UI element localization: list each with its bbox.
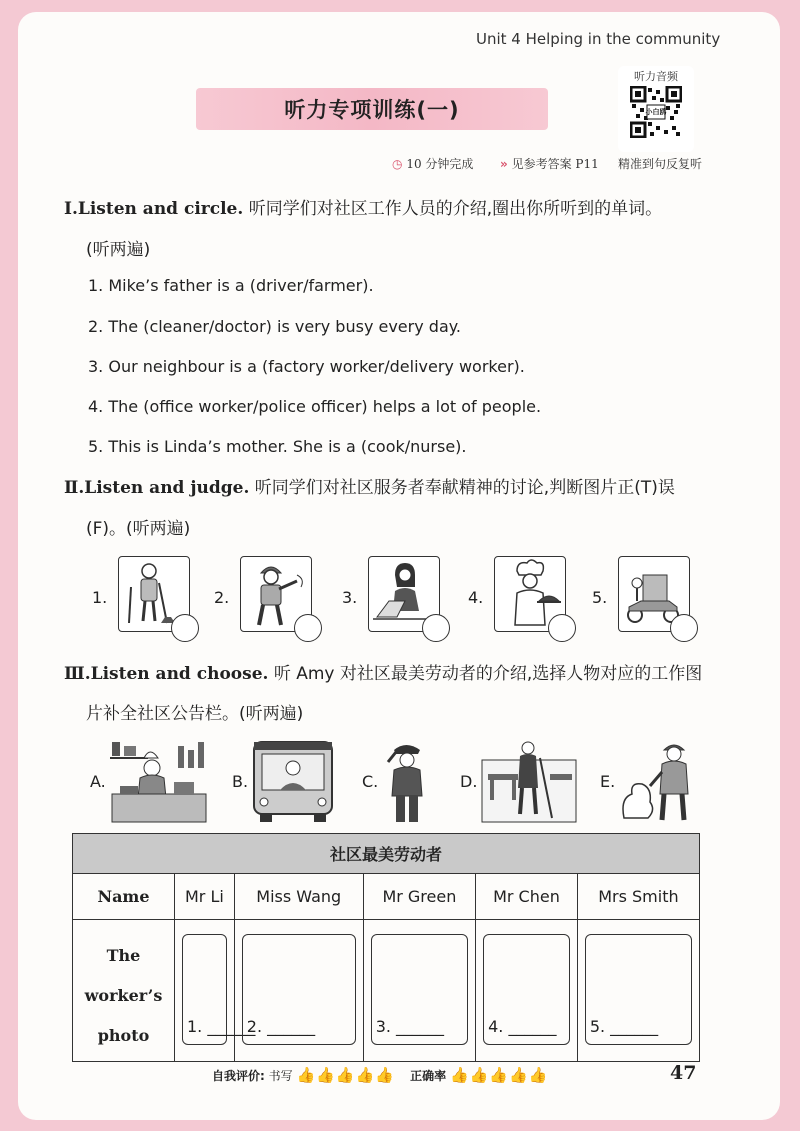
- photo-blank-5[interactable]: 5. ______: [589, 1017, 659, 1036]
- choose-label-d: D.: [460, 772, 478, 791]
- choose-label-b: B.: [232, 772, 249, 791]
- name-row-label: Name: [73, 874, 175, 920]
- circle-item-2[interactable]: 2. The (cleaner/doctor) is very busy every day.: [88, 317, 462, 336]
- choose-label-c: C.: [362, 772, 379, 791]
- judge-label-2: 2.: [214, 588, 230, 607]
- photo-frame-5: [585, 934, 692, 1045]
- section-3-number: Ⅲ.: [64, 664, 91, 684]
- photo-label-line-1: The: [106, 945, 141, 965]
- circle-item-5[interactable]: 5. This is Linda’s mother. She is a (cook/nurse).: [88, 437, 467, 456]
- accuracy-label: 正确率: [410, 1069, 447, 1083]
- clock-icon: ◷: [392, 157, 403, 171]
- judge-label-1: 1.: [92, 588, 108, 607]
- judge-answer-circle-4[interactable]: [548, 614, 576, 642]
- section-1-en: Listen and circle.: [77, 199, 244, 219]
- judge-label-5: 5.: [592, 588, 608, 607]
- time-note: [392, 155, 473, 172]
- circle-item-4[interactable]: 4. The (office worker/police officer) helps a lot of people.: [88, 397, 542, 416]
- judge-answer-circle-3[interactable]: [422, 614, 450, 642]
- section-3-en: Listen and choose.: [90, 664, 269, 684]
- circle-item-3[interactable]: 3. Our neighbour is a (factory worker/delivery worker).: [88, 357, 525, 376]
- section-3-cn: 听 Amy 对社区最美劳动者的介绍,选择人物对应的工作图: [273, 664, 703, 684]
- page-number: 47: [670, 1062, 697, 1084]
- photo-frame-2: [242, 934, 356, 1045]
- section-3-title: [64, 659, 702, 684]
- section-2-cn: 听同学们对社区服务者奉献精神的讨论,判断图片正(T)误: [254, 478, 675, 498]
- judge-label-4: 4.: [468, 588, 484, 607]
- double-chevron-icon: »: [500, 157, 508, 171]
- section-2-en: Listen and judge.: [84, 478, 250, 498]
- bus-driver-icon: [250, 740, 336, 824]
- section-2-repeat: (F)。(听两遍): [86, 519, 191, 539]
- photo-label-line-3: photo: [97, 1025, 150, 1045]
- self-evaluation: [212, 1066, 548, 1084]
- unit-header: Unit 4 Helping in the community: [476, 30, 721, 48]
- choose-label-a: A.: [90, 772, 106, 791]
- time-text: 10 分钟完成: [406, 157, 474, 171]
- photo-label-line-2: worker’s: [84, 985, 163, 1005]
- photo-slot-5[interactable]: [577, 920, 699, 1062]
- section-2-title: [64, 473, 675, 498]
- worker-name-2: Miss Wang: [234, 874, 363, 920]
- photo-slot-2[interactable]: [234, 920, 363, 1062]
- photo-row-label: [73, 920, 175, 1062]
- accuracy-thumbs-icon[interactable]: 👍👍👍👍👍: [449, 1066, 549, 1084]
- section-3-repeat: 片补全社区公告栏。(听两遍): [86, 704, 304, 724]
- qr-label: 听力音频: [634, 70, 678, 83]
- photo-frame-4: [483, 934, 570, 1045]
- street-cleaner-icon: [480, 738, 578, 824]
- circle-item-1[interactable]: 1. Mike’s father is a (driver/farmer).: [88, 276, 374, 295]
- judge-answer-circle-2[interactable]: [294, 614, 322, 642]
- photo-blank-4[interactable]: 4. ______: [488, 1017, 557, 1036]
- photo-frame-1: [182, 934, 256, 1045]
- firefighter-extinguishing-icon: [618, 738, 704, 824]
- notice-board-title: 社区最美劳动者: [73, 834, 700, 874]
- notice-board-table: [72, 833, 700, 1062]
- section-2-number: Ⅱ.: [64, 478, 85, 498]
- worker-name-3: Mr Green: [363, 874, 475, 920]
- repeat-note: 精准到句反复听: [618, 157, 703, 171]
- worker-name-4: Mr Chen: [476, 874, 578, 920]
- photo-slot-3[interactable]: [363, 920, 475, 1062]
- page-title: 听力专项训练(一): [196, 88, 548, 130]
- choose-label-e: E.: [600, 772, 616, 791]
- section-1-repeat: (听两遍): [86, 240, 151, 260]
- section-1-cn: 听同学们对社区工作人员的介绍,圈出你所听到的单词。: [248, 199, 663, 219]
- photo-slot-4[interactable]: [476, 920, 578, 1062]
- judge-answer-circle-5[interactable]: [670, 614, 698, 642]
- section-1-number: Ⅰ.: [64, 199, 78, 219]
- photo-blank-3[interactable]: 3. ______: [375, 1017, 445, 1036]
- photo-slot-1[interactable]: [175, 920, 256, 1062]
- cook-in-kitchen-icon: [108, 738, 210, 824]
- worker-name-5: Mrs Smith: [577, 874, 699, 920]
- self-eval-label: 自我评价:: [212, 1069, 265, 1083]
- judge-answer-circle-1[interactable]: [171, 614, 199, 642]
- judge-label-3: 3.: [342, 588, 358, 607]
- police-officer-icon: [380, 738, 434, 824]
- qr-center-label: 小白鸥: [645, 108, 667, 116]
- worker-name-1: Mr Li: [175, 874, 235, 920]
- answer-text: 见参考答案 P11: [511, 157, 599, 171]
- photo-frame-3: [371, 934, 468, 1045]
- section-1-title: [64, 194, 662, 219]
- writing-thumbs-icon[interactable]: 👍👍👍👍👍: [296, 1066, 395, 1084]
- writing-label: 书写: [268, 1069, 293, 1083]
- photo-blank-2[interactable]: 2. ______: [246, 1017, 316, 1036]
- photo-blank-1[interactable]: 1. ______: [187, 1017, 256, 1036]
- answer-note: [500, 155, 599, 172]
